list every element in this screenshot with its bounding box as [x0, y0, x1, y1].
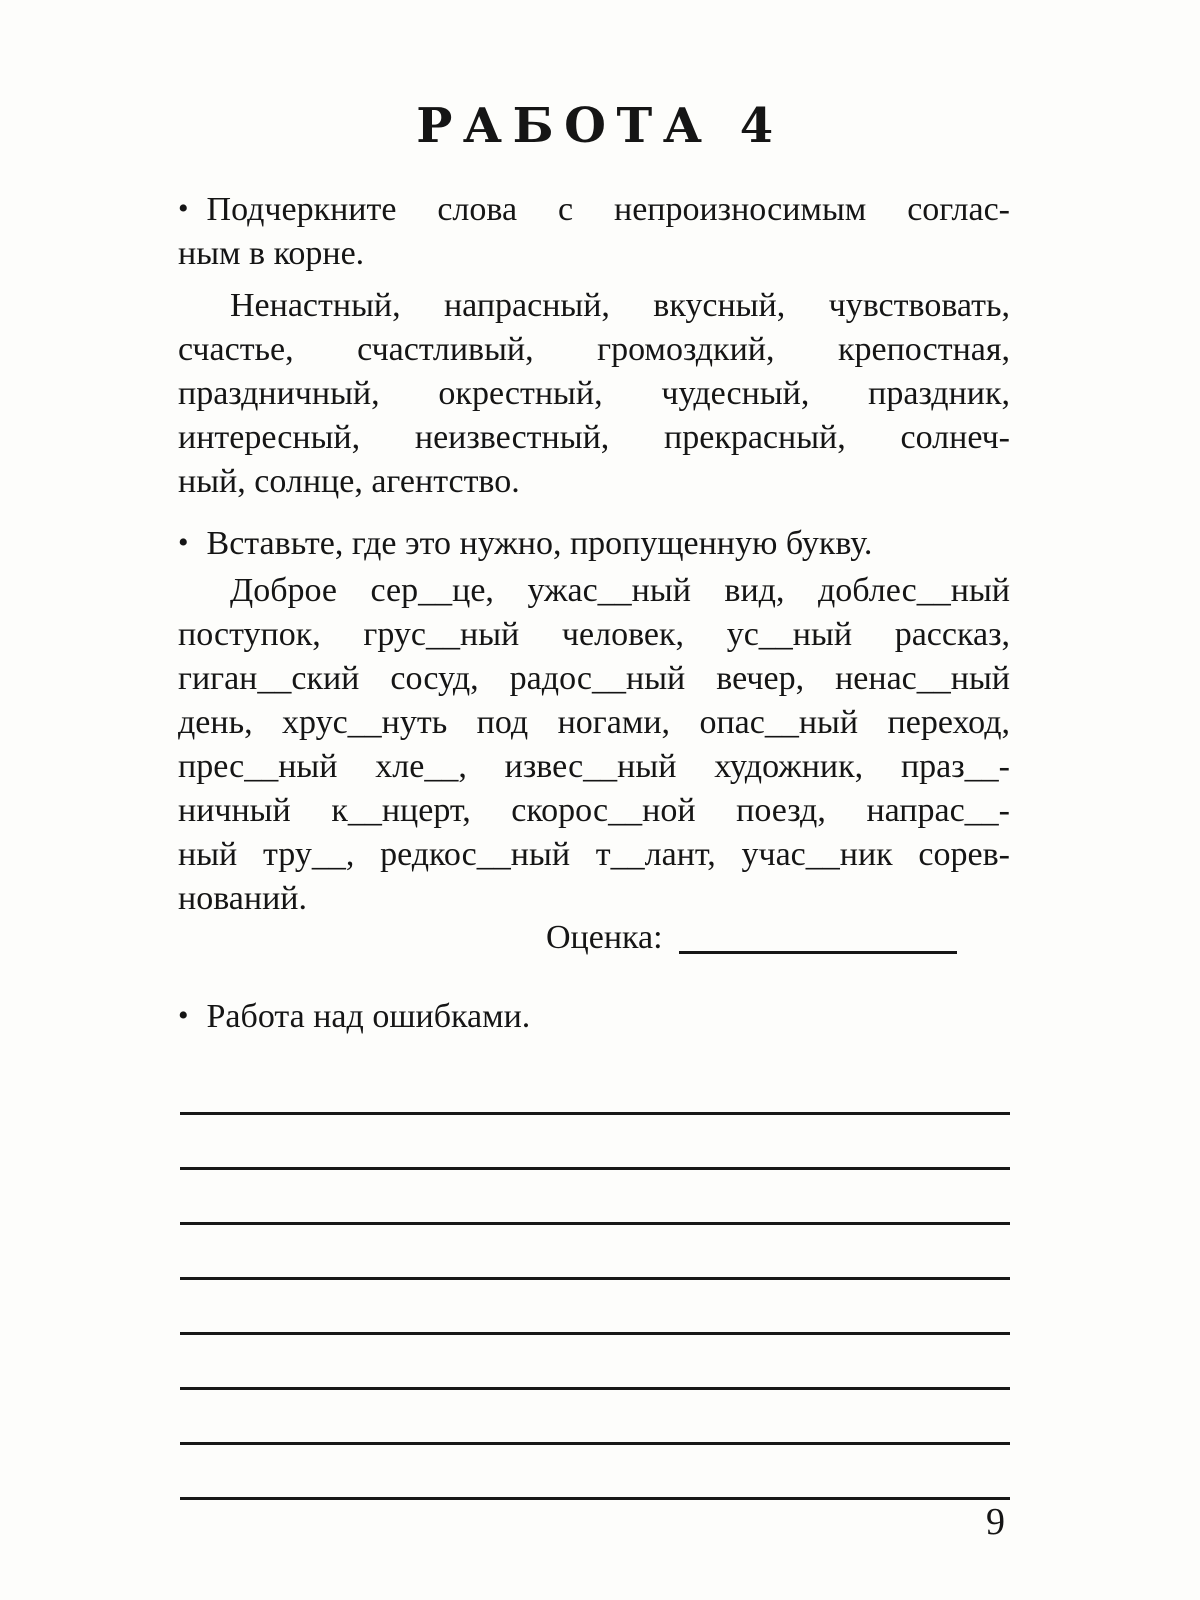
text-line: интересный, неизвестный, прекрасный, солнеч-	[178, 419, 1010, 456]
task3-instruction	[178, 994, 1010, 1039]
writing-line[interactable]	[180, 1277, 1010, 1280]
text-line: Доброе сер__це, ужас__ный вид, доблес__ный	[230, 572, 1010, 609]
task1-instruction-text-1: Подчеркните слова с непроизносимым соглас-	[206, 191, 1010, 228]
text-line: счастье, счастливый, громоздкий, крепостная,	[178, 331, 1010, 368]
task1-instruction-line-2: ным в корне.	[178, 235, 365, 272]
text-line: поступок, грус__ный человек, ус__ный рассказ,	[178, 616, 1010, 653]
task3-instruction-line	[178, 994, 1010, 1039]
writing-lines-area	[180, 1112, 1010, 1552]
grade-label: Оценка:	[546, 919, 663, 956]
grade-row	[178, 916, 1010, 960]
writing-line[interactable]	[180, 1167, 1010, 1170]
page-title: РАБОТА 4	[416, 98, 784, 154]
task2-exercise	[178, 569, 1010, 921]
task1-instruction-line-1	[178, 187, 1010, 232]
text-line: гиган__ский сосуд, радос__ный вечер, ненас__ный	[178, 660, 1010, 697]
bullet-icon: •	[178, 999, 189, 1032]
text-line: ный, солнце, агентство.	[178, 463, 520, 500]
writing-line[interactable]	[180, 1332, 1010, 1335]
text-line: день, хрус__нуть под ногами, опас__ный переход,	[178, 704, 1010, 741]
task2-instruction-text: Вставьте, где это нужно, пропущенную букву.	[206, 525, 873, 562]
writing-line[interactable]	[180, 1442, 1010, 1445]
text-line: Ненастный, напрасный, вкусный, чувствовать,	[230, 287, 1010, 324]
bullet-icon: •	[178, 192, 189, 225]
task2-instruction-line	[178, 521, 1010, 566]
writing-line[interactable]	[180, 1497, 1010, 1500]
writing-line[interactable]	[180, 1222, 1010, 1225]
text-line: нований.	[178, 880, 307, 917]
grade-blank-line[interactable]	[679, 951, 957, 954]
page-number: 9	[986, 1501, 1005, 1543]
text-line: праздничный, окрестный, чудесный, праздник,	[178, 375, 1010, 412]
task1-word-list	[178, 284, 1010, 504]
bullet-icon: •	[178, 526, 189, 559]
task3-instruction-text: Работа над ошибками.	[206, 998, 531, 1035]
task2-instruction	[178, 521, 1010, 566]
writing-line[interactable]	[180, 1112, 1010, 1115]
text-line: ный тру__, редкос__ный т__лант, учас__ник сорев-	[178, 836, 1010, 873]
text-line: ничный к__нцерт, скорос__ной поезд, напрас__-	[178, 792, 1010, 829]
text-line: прес__ный хле__, извес__ный художник, праз__-	[178, 748, 1010, 785]
task1-instruction	[178, 187, 1010, 276]
writing-line[interactable]	[180, 1387, 1010, 1390]
